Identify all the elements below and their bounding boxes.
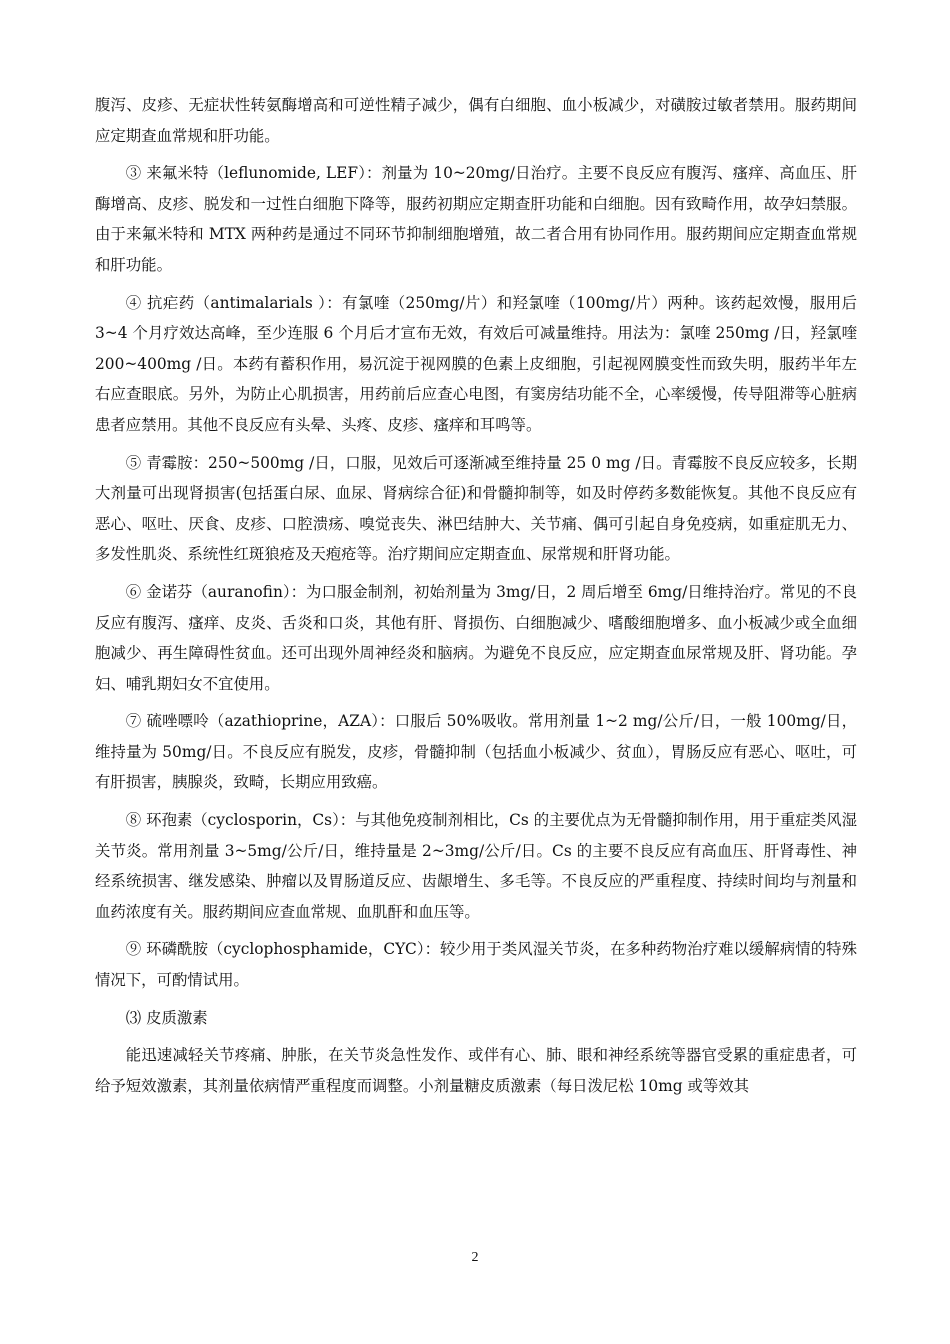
paragraph-corticosteroids: 能迅速减轻关节疼痛、肿胀，在关节炎急性发作、或伴有心、肺、眼和神经系统等器官受累的重症患者，可给予短效激素，其剂量依病情严重程度而调整。小剂量糖皮质激素（每日泼尼松 10mg 或等效其 [95, 1046, 857, 1095]
paragraph-azathioprine: ⑦ 硫唑嘌呤（azathioprine，AZA）：口服后 50%吸收。常用剂量 1~2 mg/公斤/日，一般 100mg/日，维持量为 50mg/日。不良反应有脱发，皮疹，骨髓抑制（包括血小板减少、贫血），胃肠反应有恶心、呕吐，可有肝损害，胰腺炎，致畸，长期应用致癌。 [95, 712, 857, 792]
paragraph-cyclophosphamide: ⑨ 环磷酰胺（cyclophosphamide，CYC）：较少用于类风湿关节炎，在多种药物治疗难以缓解病情的特殊情况下，可酌情试用。 [95, 940, 857, 990]
section-heading-corticosteroids: ⑶ 皮质激素 [125, 1008, 208, 1027]
paragraph-cyclosporin: ⑧ 环孢素（cyclosporin，Cs）：与其他免疫制剂相比，Cs 的主要优点为无骨髓抑制作用，用于重症类风湿关节炎。常用剂量 3~5mg/公斤/日，维持量是 2~3mg/公斤/日。Cs 的主要不良反应有高血压、肝肾毒性、神经系统损害、继发感染、肿瘤以及胃肠道反应、齿龈增生、多毛等。不良反应的严重程度、持续时间均与剂量和血药浓度有关。服药期间应查血常规、血肌酐和血压等。 [95, 811, 857, 921]
body-text [95, 90, 857, 1108]
paragraph-leflunomide: ③ 来氟米特（leflunomide, LEF）：剂量为 10~20mg/日治疗。主要不良反应有腹泻、瘙痒、高血压、肝酶增高、皮疹、脱发和一过性白细胞下降等，服药初期应定期查肝功能和白细胞。因有致畸作用，故孕妇禁服。由于来氟米特和 MTX 两种药是通过不同环节抑制细胞增殖，故二者合用有协同作用。服药期间应定期查血常规和肝功能。 [95, 164, 857, 274]
paragraph-sulfasalazine-continued: 腹泻、皮疹、无症状性转氨酶增高和可逆性精子减少，偶有白细胞、血小板减少，对磺胺过敏者禁用。服药期间应定期查血常规和肝功能。 [95, 96, 857, 145]
paragraph-auranofin: ⑥ 金诺芬（auranofin）：为口服金制剂，初始剂量为 3mg/日，2 周后增至 6mg/日维持治疗。常见的不良反应有腹泻、瘙痒、皮炎、舌炎和口炎，其他有肝、肾损伤、白细胞减少、嗜酸细胞增多、血小板减少或全血细胞减少、再生障碍性贫血。还可出现外周神经炎和脑病。为避免不良反应，应定期查血尿常规及肝、肾功能。孕妇、哺乳期妇女不宜使用。 [95, 582, 857, 693]
paragraph-penicillamine: ⑤ 青霉胺：250~500mg /日，口服，见效后可逐渐减至维持量 25 0 mg /日。青霉胺不良反应较多，长期大剂量可出现肾损害(包括蛋白尿、血尿、肾病综合征)和骨髓抑制等，如及时停药多数能恢复。其他不良反应有恶心、呕吐、厌食、皮疹、口腔溃疡、嗅觉丧失、淋巴结肿大、关节痛、偶可引起自身免疫病，如重症肌无力、多发性肌炎、系统性红斑狼疮及天疱疮等。治疗期间应定期查血、尿常规和肝肾功能。 [95, 453, 857, 564]
paragraph-antimalarials: ④ 抗疟药（antimalarials ）：有氯喹（250mg/片）和羟氯喹（100mg/片）两种。该药起效慢，服用后 3~4 个月疗效达高峰，至少连服 6 个月后才宣布无效，有效后可减量维持。用法为：氯喹 250mg /日，羟氯喹 200~400mg /日。本药有蓄积作用，易沉淀于视网膜的色素上皮细胞，引起视网膜变性而致失明，服药半年左右应查眼底。另外，为防止心肌损害，用药前后应查心电图，有窦房结功能不全，心率缓慢，传导阻滞等心脏病患者应禁用。其他不良反应有头晕、头疼、皮疹、瘙痒和耳鸣等。 [95, 293, 857, 434]
page-number: 2 [471, 1250, 479, 1265]
